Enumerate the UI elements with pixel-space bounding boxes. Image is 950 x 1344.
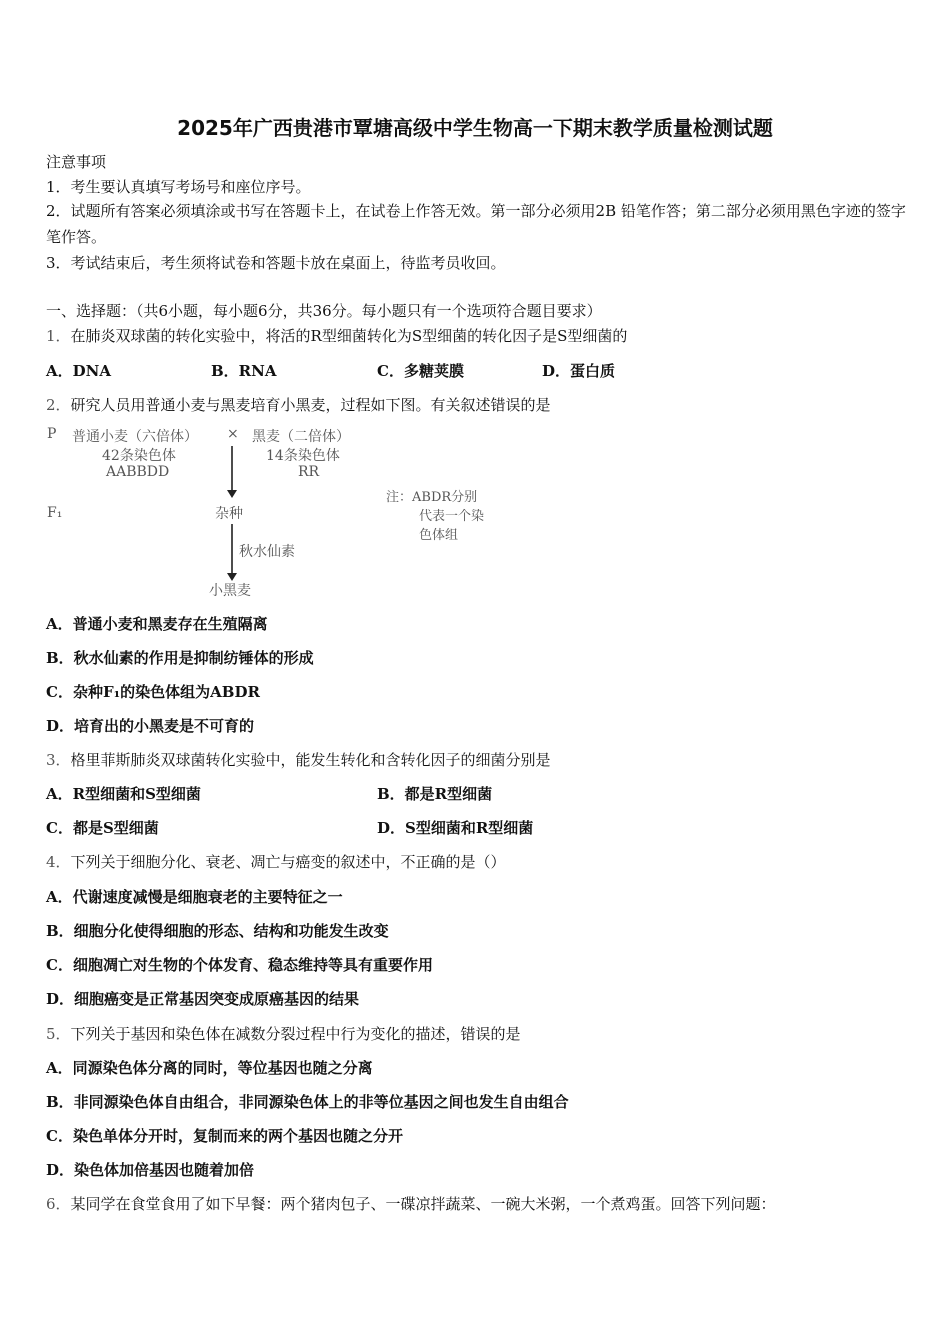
parent2-chromosomes: 14条染色体 xyxy=(266,448,340,464)
option-c: C．细胞凋亡对生物的个体发育、稳态维持等具有重要作用 xyxy=(46,956,433,974)
diagram-note-line: 代表一个染 xyxy=(419,509,485,524)
question-number: 3． xyxy=(46,751,71,769)
question-text: 下列关于细胞分化、衰老、凋亡与癌变的叙述中，不正确的是（） xyxy=(70,853,506,871)
option-a: A．代谢速度减慢是细胞衰老的主要特征之一 xyxy=(46,888,343,906)
notice-item: 1．考生要认真填写考场号和座位序号。 xyxy=(46,178,311,196)
notice-item: 3．考试结束后，考生须将试卷和答题卡放在桌面上，待监考员收回。 xyxy=(46,254,506,272)
question-text: 在肺炎双球菌的转化实验中，将活的R型细菌转化为S型细菌的转化因子是S型细菌的 xyxy=(70,327,628,345)
breeding-diagram xyxy=(40,420,520,605)
arrow-head-cross xyxy=(227,490,237,498)
product-label: 小黑麦 xyxy=(209,583,251,599)
option-c: C．多糖荚膜 xyxy=(377,362,464,380)
option-d: D．蛋白质 xyxy=(542,362,616,380)
question-text: 研究人员用普通小麦与黑麦培育小黑麦，过程如下图。有关叙述错误的是 xyxy=(70,396,551,414)
cross-symbol: × xyxy=(227,426,239,442)
diagram-note-line: 色体组 xyxy=(419,528,459,543)
hybrid-label: 杂种 xyxy=(215,506,243,522)
question-text: 格里菲斯肺炎双球菌转化实验中，能发生转化和含转化因子的细菌分别是 xyxy=(70,751,551,769)
option-d: D．染色体加倍基因也随着加倍 xyxy=(46,1161,255,1179)
parent2-genome: RR xyxy=(298,464,320,480)
option-b: B．RNA xyxy=(211,362,277,380)
option-b: B．都是R型细菌 xyxy=(377,785,493,803)
option-d: D．S型细菌和R型细菌 xyxy=(377,819,534,837)
question-1 xyxy=(46,326,627,346)
page-title: 2025年广西贵港市覃塘高级中学生物高一下期末教学质量检测试题 xyxy=(177,116,773,140)
notice-heading: 注意事项 xyxy=(46,153,107,171)
question-2 xyxy=(46,395,551,415)
question-number: 4． xyxy=(46,853,71,871)
question-3 xyxy=(46,750,551,770)
option-b: B．非同源染色体自由组合，非同源染色体上的非等位基因之间也发生自由组合 xyxy=(46,1093,569,1111)
option-b: B．秋水仙素的作用是抑制纺锤体的形成 xyxy=(46,649,314,667)
option-a: A．同源染色体分离的同时，等位基因也随之分离 xyxy=(46,1059,373,1077)
option-c: C．杂种F₁的染色体组为ABDR xyxy=(46,683,260,701)
option-c: C．染色单体分开时，复制而来的两个基因也随之分开 xyxy=(46,1127,403,1145)
option-d: D．细胞癌变是正常基因突变成原癌基因的结果 xyxy=(46,990,360,1008)
question-number: 6． xyxy=(46,1195,71,1213)
parent1-genome: AABBDD xyxy=(106,464,170,480)
diagram-note-line: 注：ABDR分别 xyxy=(386,490,478,505)
question-4 xyxy=(46,852,506,872)
parent1-name: 普通小麦（六倍体） xyxy=(72,429,198,445)
option-a: A．R型细菌和S型细菌 xyxy=(46,785,201,803)
question-number: 2． xyxy=(46,396,71,414)
option-c: C．都是S型细菌 xyxy=(46,819,159,837)
option-a: A．普通小麦和黑麦存在生殖隔离 xyxy=(46,615,268,633)
option-b: B．细胞分化使得细胞的形态、结构和功能发生改变 xyxy=(46,922,389,940)
option-a: A．DNA xyxy=(46,362,111,380)
diagram-p-label: P xyxy=(47,426,57,442)
treatment-label: 秋水仙素 xyxy=(239,544,295,560)
section-header: 一、选择题：（共6小题，每小题6分，共36分。每小题只有一个选项符合题目要求） xyxy=(46,302,602,320)
question-6 xyxy=(46,1194,776,1214)
notice-item: 2．试题所有答案必须填涂或书写在答题卡上，在试卷上作答无效。第一部分必须用2B 铅笔作答；第二部分必须用黑色字迹的签字笔作答。 xyxy=(46,202,906,246)
question-number: 5． xyxy=(46,1025,71,1043)
question-number: 1． xyxy=(46,327,71,345)
question-text: 某同学在食堂食用了如下早餐：两个猪肉包子、一碟凉拌蔬菜、一碗大米粥，一个煮鸡蛋。回答下列问题： xyxy=(70,1195,776,1213)
parent2-name: 黑麦（二倍体） xyxy=(252,429,350,445)
diagram-f1-label: F₁ xyxy=(47,505,63,521)
question-5 xyxy=(46,1024,521,1044)
question-text: 下列关于基因和染色体在减数分裂过程中行为变化的描述，错误的是 xyxy=(70,1025,521,1043)
option-d: D．培育出的小黑麦是不可育的 xyxy=(46,717,255,735)
parent1-chromosomes: 42条染色体 xyxy=(102,448,176,464)
